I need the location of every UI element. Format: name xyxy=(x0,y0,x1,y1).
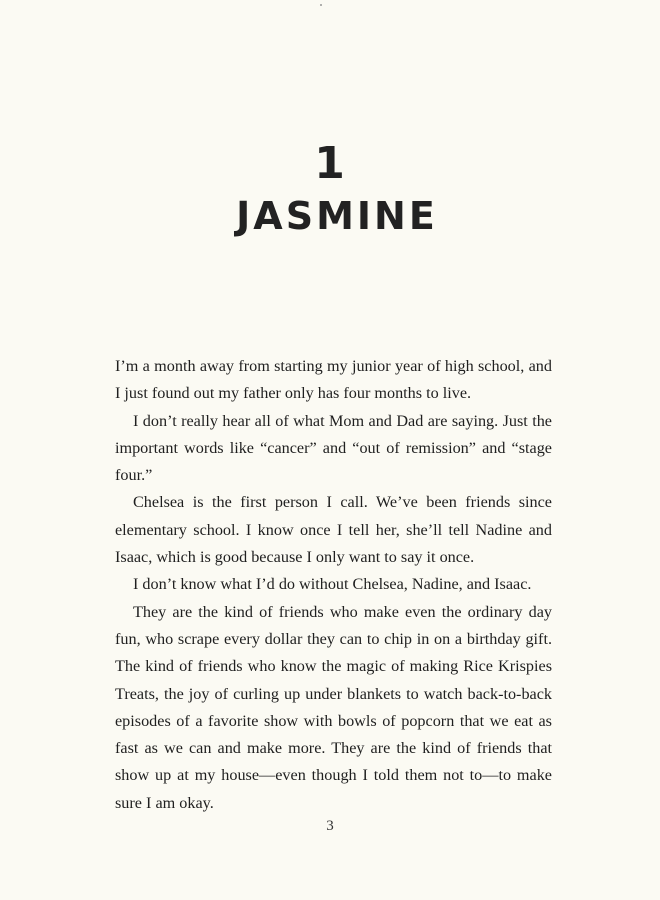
paragraph: I’m a month away from starting my junior year of high school, and I just found out my father only has four months to live. xyxy=(115,357,552,403)
chapter-header xyxy=(0,140,660,238)
paragraph: Chelsea is the first person I call. We’ve been friends since elementary school. I know once I tell her, she’ll tell Nadine and Isaac, which is good because I only want to say it once. xyxy=(115,493,552,567)
chapter-title: JASMINE xyxy=(236,194,438,238)
paragraph: I don’t really hear all of what Mom and Dad are saying. Just the important words like “cancer” and “out of remission” and “stage four.” xyxy=(115,411,552,485)
chapter-number: 1 xyxy=(314,138,346,189)
paragraph: They are the kind of friends who make even the ordinary day fun, who scrape every dollar they can to chip in on a birthday gift. The kind of friends who know the magic of making Rice Krispies Treats, the joy of curling up under blankets to watch back-to-back episodes of a favorite show with bowls of popcorn that we eat as fast as we can and make more. They are the kind of friends that show up at my house—even though I told them not to—to make sure I am okay. xyxy=(115,602,552,812)
page-number: 3 xyxy=(326,818,334,834)
chapter-body xyxy=(115,353,552,817)
paper-speck xyxy=(320,4,322,6)
paragraph: I don’t know what I’d do without Chelsea, Nadine, and Isaac. xyxy=(133,575,532,594)
